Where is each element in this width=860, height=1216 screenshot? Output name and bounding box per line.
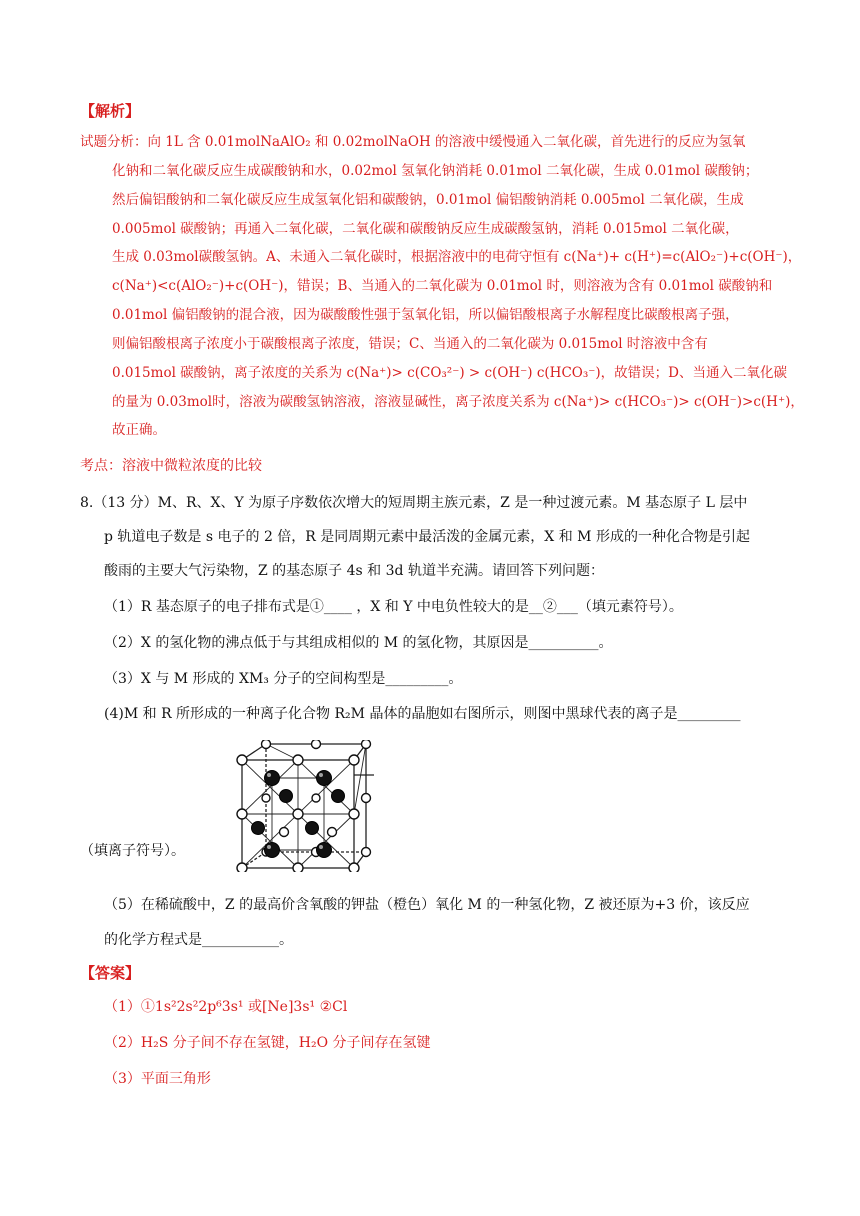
question-part-3: （3）X 与 M 形成的 XM₃ 分子的空间构型是_________。	[104, 671, 463, 687]
question-part-5: （5）在稀硫酸中，Z 的最高价含氧酸的钾盐（橙色）氧化 M 的一种氢化物，Z 被还原为+3 价，该反应	[104, 897, 750, 913]
analysis-line: c(Na⁺)<c(AlO₂⁻)+c(OH⁻)，错误；B、当通入的二氧化碳为 0.01mol 时，则溶液为含有 0.01mol 碳酸钠和	[112, 278, 773, 294]
answer-line: （3）平面三角形	[104, 1071, 211, 1087]
question-line: 酸雨的主要大气污染物，Z 的基态原子 4s 和 3d 轨道半充满。请回答下列问题：	[104, 563, 604, 579]
question-line: 8.（13 分）M、R、X、Y 为原子序数依次增大的短周期主族元素，Z 是一种过渡元素。M 基态原子 L 层中	[80, 495, 748, 511]
analysis-title: 【解析】	[80, 102, 141, 120]
crystal-unit-cell-figure	[228, 740, 378, 872]
analysis-line: 的量为 0.03mol时，溶液为碳酸氢钠溶液，溶液显碱性，离子浓度关系为 c(Na⁺)> c(HCO₃⁻)> c(OH⁻)>c(H⁺)，	[112, 394, 804, 410]
analysis-line: 0.01mol 偏铝酸钠的混合液，因为碳酸酸性强于氢氧化铝，所以偏铝酸根离子水解程度比碳酸根离子强，	[112, 307, 739, 323]
kaodian-label: 考点：溶液中微粒浓度的比较	[80, 458, 262, 474]
question-line: p 轨道电子数是 s 电子的 2 倍，R 是同周期元素中最活泼的金属元素，X 和 M 形成的一种化合物是引起	[104, 529, 750, 545]
question-part-4-suffix: （填离子符号）。	[80, 843, 185, 859]
answer-title: 【答案】	[80, 964, 141, 982]
analysis-line: 0.015mol 碳酸钠，离子浓度的关系为 c(Na⁺)> c(CO₃²⁻) > c(OH⁻) c(HCO₃⁻)，故错误；D、当通入二氧化碳	[112, 365, 787, 381]
analysis-line: 则偏铝酸根离子浓度小于碳酸根离子浓度，错误；C、当通入的二氧化碳为 0.015mol 时溶液中含有	[112, 336, 708, 352]
analysis-line: 试题分析：向 1L 含 0.01molNaAlO₂ 和 0.02molNaOH 的溶液中缓慢通入二氧化碳，首先进行的反应为氢氧	[80, 134, 746, 150]
answer-line: （2）H₂S 分子间不存在氢键，H₂O 分子间存在氢键	[104, 1035, 431, 1051]
analysis-line: 化钠和二氧化碳反应生成碳酸钠和水，0.02mol 氢氧化钠消耗 0.01mol 二氧化碳，生成 0.01mol 碳酸钠；	[112, 163, 759, 179]
analysis-line: 生成 0.03mol碳酸氢钠。A、未通入二氧化碳时，根据溶液中的电荷守恒有 c(Na⁺)+ c(H⁺)=c(AlO₂⁻)+c(OH⁻)，	[112, 249, 802, 265]
analysis-line: 0.005mol 碳酸钠；再通入二氧化碳，二氧化碳和碳酸钠反应生成碳酸氢钠，消耗 0.015mol 二氧化碳，	[112, 221, 739, 237]
question-part-2: （2）X 的氢化物的沸点低于与其组成相似的 M 的氢化物，其原因是__________。	[104, 635, 613, 651]
answer-line: （1）①1s²2s²2p⁶3s¹ 或[Ne]3s¹ ②Cl	[104, 999, 348, 1015]
question-part-4: (4)M 和 R 所形成的一种离子化合物 R₂M 晶体的晶胞如右图所示，则图中黑球代表的离子是_________	[104, 706, 741, 722]
question-part-1: （1）R 基态原子的电子排布式是①____ ，X 和 Y 中电负性较大的是__②___（填元素符号）。	[104, 599, 683, 615]
analysis-line: 然后偏铝酸钠和二氧化碳反应生成氢氧化铝和碳酸钠，0.01mol 偏铝酸钠消耗 0.005mol 二氧化碳，生成	[112, 192, 744, 208]
analysis-line: 故正确。	[112, 422, 166, 438]
question-line: 的化学方程式是___________。	[104, 932, 293, 948]
